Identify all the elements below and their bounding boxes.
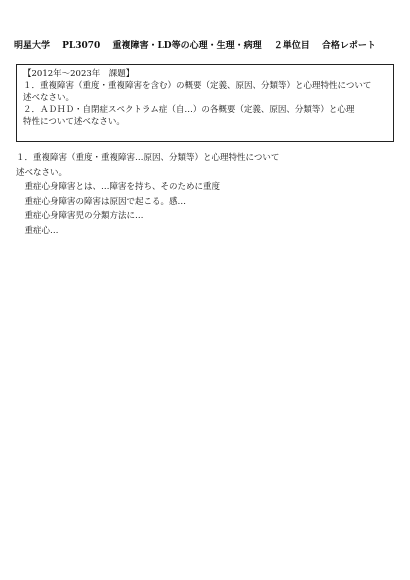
course-code: PL3070 xyxy=(62,41,101,51)
body-paragraph-1: 重症心身障害とは、…障害を持ち、そのために重度 xyxy=(16,182,221,193)
assignment-item-2: ２．ＡＤＨＤ・自閉症スペクトラム症（自…）の各概要（定義、原因、分類等）と心理 xyxy=(23,105,355,115)
assignment-years: 【2012年～2023年 課題】 xyxy=(23,69,135,79)
question-heading: １．重複障害（重度・重複障害…原因、分類等）と心理特性について xyxy=(16,153,280,163)
question-heading-continued: 述べなさい。 xyxy=(16,167,68,178)
assignment-box xyxy=(16,64,394,142)
body-paragraph-4: 重症心… xyxy=(16,225,59,236)
course-title: 重複障害・LD等の心理・生理・病理 xyxy=(112,41,262,51)
assignment-item-1: １．重複障害（重度・重複障害を含む）の概要（定義、原因、分類等）と心理特性について xyxy=(23,81,372,91)
body-paragraph-3: 重症心身障害児の分類方法に… xyxy=(16,211,144,222)
assignment-item-2-continued: 特性について述べなさい。 xyxy=(23,117,125,127)
page-header xyxy=(14,38,396,51)
university-name: 明星大学 xyxy=(14,41,51,51)
assignment-item-1-continued: 述べなさい。 xyxy=(23,93,75,103)
report-label: 合格レポート xyxy=(321,41,376,51)
body-paragraph-2: 重症心身障害の障害は原因で起こる。感… xyxy=(16,196,187,207)
report-body xyxy=(16,152,394,240)
credit-unit: ２単位目 xyxy=(273,41,310,51)
